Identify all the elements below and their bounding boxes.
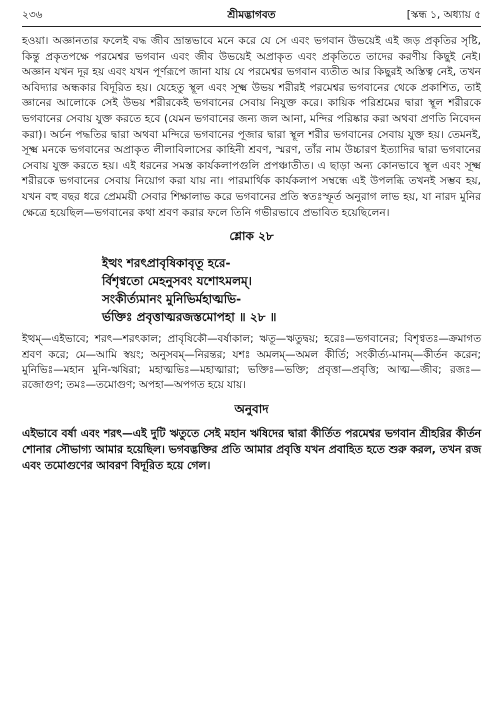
verse-line: র্বিশৃণ্বতো মেহনুসবং যশোঽমলম্।	[102, 274, 252, 289]
translation-heading: অনুবাদ	[234, 401, 269, 416]
verse-line: র্ভক্তিঃ প্রবৃত্তাত্মরজস্তমোপহা ॥ ২৮ ॥	[102, 310, 277, 325]
sanskrit-verse	[102, 254, 481, 326]
synonyms-paragraph: ইত্থম্—এইভাবে; শরৎ—শরৎকাল; প্রাবৃষিকৌ—বর্ষাকাল; ঋতূ—ঋতুদ্বয়; হরেঃ—ভগবানের; বিশৃণ্বতঃ—ক্রমাগত শ্রবণ করে; মে—আমি স্বয়ং; অনুসবম্—নিরন্তর; যশঃ অমলম্—অমল কীর্তি; সংকীর্ত্য-মানম্—কীর্তন করেন; মুনিভিঃ—মহান মুনি-ঋষিরা; মহাত্মভিঃ—মহাত্মারা; ভক্তিঃ—ভক্তি; প্রবৃত্তা—প্রবৃত্তি; আত্ম—জীব; রজঃ—রজোগুণ; তমঃ—তমোগুণ; অপহা—অপগত হয়ে যায়।	[22, 333, 481, 392]
page-header	[22, 6, 481, 24]
header-rule	[22, 26, 481, 27]
purport-paragraph: হওয়া। অজ্ঞানতার ফলেই বদ্ধ জীব ভ্রান্তভাবে মনে করে যে সে এবং ভগবান উভয়েই এই জড় প্রকৃতির সৃষ্টি, কিন্তু প্রকৃতপক্ষে পরমেশ্বর ভগবান এবং জীব উভয়েই অপ্রাকৃত এবং প্রকৃতিতে তাদের করণীয় কিছুই নেই। অজ্ঞান যখন দূর হয় এবং যখন পূর্ণরূপে জানা যায় যে পরমেশ্বর ভগবান ব্যতীত আর কিছুরই অস্তিত্ব নেই, তখন অবিদ্যার অন্ধকার বিদূরিত হয়। যেহেতু স্থূল এবং সূক্ষ্ম উভয় শরীরই পরমেশ্বর ভগবানের থেকে প্রকাশিত, তাই জ্ঞানের আলোকে সেই উভয় শরীরকেই ভগবানের সেবায় নিযুক্ত করে। কায়িক পরিশ্রমের দ্বারা স্থূল শরীরকে ভগবানের সেবায় যুক্ত করতে হবে (যেমন ভগবানের জন্য জল আনা, মন্দির পরিষ্কার করা অথবা প্রণতি নিবেদন করা)। অর্চন পদ্ধতির দ্বারা অথবা মন্দিরে ভগবানের পূজার দ্বারা স্থূল শরীর ভগবানের সেবায় যুক্ত হয়। তেমনই, সূক্ষ্ম মনকে ভগবানের অপ্রাকৃত লীলাবিলাসের কাহিনী শ্রবণ, স্মরণ, তাঁর নাম উচ্চারণ ইত্যাদির দ্বারা ভগবানের সেবায় যুক্ত করতে হয়। এই ধরনের সমস্ত কার্যকলাপগুলি প্রপঞ্চাতীত। এ ছাড়া অন্য কোনভাবে স্থূল এবং সূক্ষ্ম শরীরকে ভগবানের সেবায় নিয়োগ করা যায় না। পারমার্থিক কার্যকলাপ সম্বন্ধে এই উপলব্ধি তখনই সম্ভব হয়, যখন বহু বছর ধরে প্রেমময়ী সেবার শিক্ষালাভ করে ভগবানের প্রতি স্বতঃস্ফূর্ত অনুরাগ লাভ হয়, যা নারদ মুনির ক্ষেত্রে হয়েছিল—ভগবানের কথা শ্রবণ করার ফলে তিনি গভীরভাবে প্রভাবিত হয়েছিলেন।	[22, 35, 481, 219]
page-number: ২৩৬	[22, 9, 43, 21]
sloka-heading: শ্লোক ২৮	[229, 229, 274, 244]
translation-paragraph: এইভাবে বর্ষা এবং শরৎ—এই দুটি ঋতুতে সেই মহান ঋষিদের দ্বারা কীর্তিত পরমেশ্বর ভগবান শ্রীহরির কীর্তন শোনার সৌভাগ্য আমার হয়েছিল। ভগবদ্ভক্তির প্রতি আমার প্রবৃত্তি যখন প্রবাহিত হতে শুরু করল, তখন রজ এবং তমোগুণের আবরণ বিদূরিত হয়ে গেল।	[22, 426, 481, 472]
running-title: শ্রীমদ্ভাগবত	[227, 9, 276, 21]
verse-line: সংকীর্ত্যমানং মুনিভির্মহাত্মভি-	[102, 292, 242, 307]
verse-line: ইত্থং শরৎপ্রাবৃষিকাবৃতূ হরে-	[102, 256, 231, 271]
chapter-reference: [স্কন্ধ ১, অধ্যায় ৫	[406, 9, 481, 21]
page-body	[22, 34, 481, 474]
